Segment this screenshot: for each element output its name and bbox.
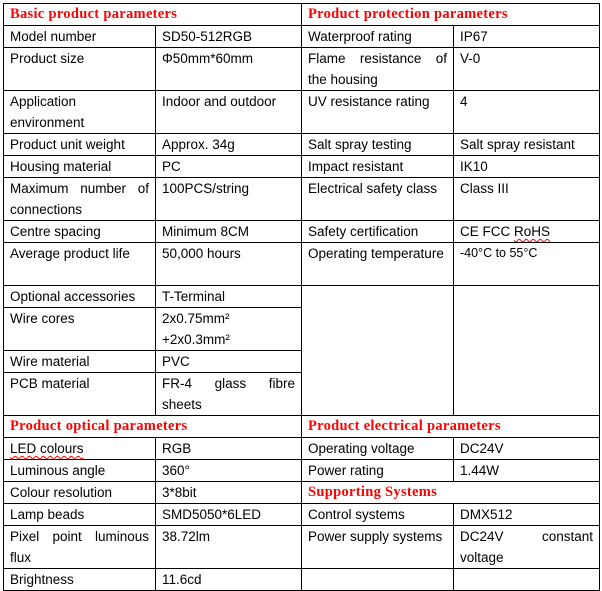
spec-table <box>3 3 600 591</box>
model-value: SD50-512RGB <box>156 26 302 48</box>
electrical-safety-value: Class III <box>454 178 600 221</box>
led-colours-label <box>4 438 156 460</box>
section-header-supporting: Supporting Systems <box>302 482 600 504</box>
voltage-value: DC24V <box>454 438 600 460</box>
voltage-label: Operating voltage <box>302 438 454 460</box>
section-header-protection: Product protection parameters <box>302 4 600 26</box>
temp-value: -40°C to 55°C <box>454 243 600 286</box>
impact-label: Impact resistant <box>302 156 454 178</box>
life-value: 50,000 hours <box>156 243 302 286</box>
certification-label: Safety certification <box>302 221 454 243</box>
table-row <box>4 569 600 591</box>
table-row <box>4 91 600 134</box>
accessories-label: Optional accessories <box>4 286 156 308</box>
table-row <box>4 4 600 26</box>
size-label: Product size <box>4 48 156 91</box>
rohs-text: RoHS <box>514 224 551 239</box>
waterproof-value: IP67 <box>454 26 600 48</box>
wire-material-label: Wire material <box>4 351 156 373</box>
supply-label: Power supply systems <box>302 526 454 569</box>
table-row <box>4 48 600 91</box>
supply-value: DC24V constant voltage <box>454 526 600 569</box>
wire-cores-label: Wire cores <box>4 308 156 351</box>
wire-cores-line-2: +2x0.3mm² <box>162 332 230 347</box>
empty-cell <box>302 569 454 591</box>
angle-label: Luminous angle <box>4 460 156 482</box>
table-row <box>4 221 600 243</box>
spacing-label: Centre spacing <box>4 221 156 243</box>
wire-material-value: PVC <box>156 351 302 373</box>
wire-cores-line-1: 2x0.75mm² <box>162 311 230 326</box>
beads-value: SMD5050*6LED <box>156 504 302 526</box>
temp-label: Operating temperature <box>302 243 454 286</box>
env-value: Indoor and outdoor <box>156 91 302 134</box>
certification-prefix: CE FCC <box>460 224 514 239</box>
housing-value: PC <box>156 156 302 178</box>
table-row <box>4 134 600 156</box>
section-header-optical: Product optical parameters <box>4 416 302 438</box>
brightness-label: Brightness <box>4 569 156 591</box>
spacing-value: Minimum 8CM <box>156 221 302 243</box>
beads-label: Lamp beads <box>4 504 156 526</box>
section-header-basic: Basic product parameters <box>4 4 302 26</box>
table-row <box>4 416 600 438</box>
waterproof-label: Waterproof rating <box>302 26 454 48</box>
flame-value: V-0 <box>454 48 600 91</box>
power-label: Power rating <box>302 460 454 482</box>
flame-label: Flame resistance of the housing <box>302 48 454 91</box>
pcb-label: PCB material <box>4 373 156 416</box>
power-value: 1.44W <box>454 460 600 482</box>
table-row <box>4 286 600 308</box>
brightness-value: 11.6cd <box>156 569 302 591</box>
led-colours-text: LED colours <box>10 441 84 456</box>
salt-value: Salt spray resistant <box>454 134 600 156</box>
pcb-value: FR-4 glass fibre sheets <box>156 373 302 416</box>
angle-value: 360° <box>156 460 302 482</box>
certification-value <box>454 221 600 243</box>
table-row <box>4 243 600 286</box>
led-colours-value: RGB <box>156 438 302 460</box>
salt-label: Salt spray testing <box>302 134 454 156</box>
empty-cell <box>454 286 600 416</box>
table-row <box>4 26 600 48</box>
model-label: Model number <box>4 26 156 48</box>
table-row <box>4 460 600 482</box>
control-value: DMX512 <box>454 504 600 526</box>
empty-cell <box>302 286 454 416</box>
resolution-label: Colour resolution <box>4 482 156 504</box>
flux-label: Pixel point luminous flux <box>4 526 156 569</box>
control-label: Control systems <box>302 504 454 526</box>
table-row <box>4 482 600 504</box>
env-label: Application environment <box>4 91 156 134</box>
max-conn-label: Maximum number of connections <box>4 178 156 221</box>
weight-label: Product unit weight <box>4 134 156 156</box>
housing-label: Housing material <box>4 156 156 178</box>
weight-value: Approx. 34g <box>156 134 302 156</box>
electrical-safety-label: Electrical safety class <box>302 178 454 221</box>
uv-value: 4 <box>454 91 600 134</box>
table-row <box>4 438 600 460</box>
uv-label: UV resistance rating <box>302 91 454 134</box>
life-label: Average product life <box>4 243 156 286</box>
wire-cores-value <box>156 308 302 351</box>
max-conn-value: 100PCS/string <box>156 178 302 221</box>
empty-cell <box>454 569 600 591</box>
resolution-value: 3*8bit <box>156 482 302 504</box>
table-row <box>4 504 600 526</box>
size-value: Φ50mm*60mm <box>156 48 302 91</box>
table-row <box>4 526 600 569</box>
impact-value: IK10 <box>454 156 600 178</box>
table-row <box>4 178 600 221</box>
flux-value: 38.72lm <box>156 526 302 569</box>
table-row <box>4 156 600 178</box>
section-header-electrical: Product electrical parameters <box>302 416 600 438</box>
accessories-value: T-Terminal <box>156 286 302 308</box>
